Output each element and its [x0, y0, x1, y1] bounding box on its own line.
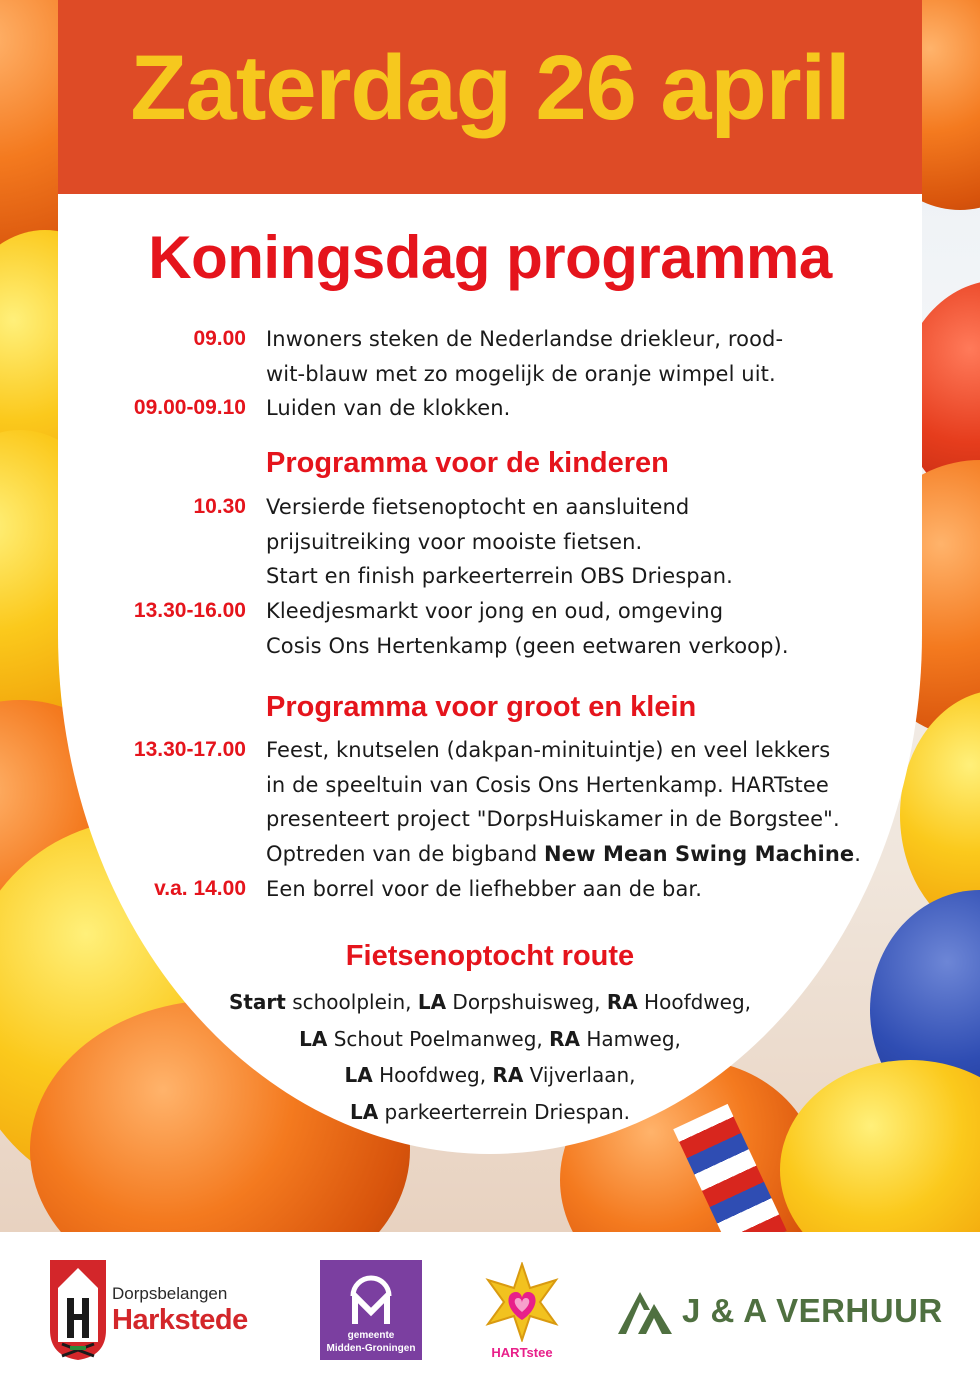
- route-line: [58, 1094, 922, 1131]
- schedule-time: 09.00: [193, 327, 246, 350]
- route-street: Hoofdweg,: [372, 1063, 493, 1087]
- page-title: Koningsdag programma: [148, 224, 832, 291]
- verhuur-mountain-icon: [616, 1284, 674, 1336]
- schedule-time: 13.30-16.00: [133, 599, 246, 622]
- route-description: [58, 984, 922, 1130]
- harkstede-shield-icon: [50, 1260, 106, 1360]
- description-line: presenteert project "DorpsHuiskamer in de Borgstee".: [266, 807, 840, 831]
- section-heading-kids: Programma voor de kinderen: [266, 447, 669, 479]
- route-street: Hoofdweg,: [637, 990, 752, 1014]
- route-street: Dorpshuisweg,: [446, 990, 607, 1014]
- route-heading: Fietsenoptocht route: [345, 940, 635, 972]
- gemeente-logo: [320, 1260, 422, 1360]
- line-text: .: [854, 841, 862, 866]
- description-line: Feest, knutselen (dakpan-minituintje) en veel lekkers: [266, 738, 831, 762]
- description-line: Een borrel voor de liefhebber aan de bar.: [266, 877, 703, 901]
- schedule-time: v.a. 14.00: [154, 877, 246, 900]
- description-line: Inwoners steken de Nederlandse driekleur, rood-: [266, 327, 784, 351]
- description-line: wit-blauw met zo mogelijk de oranje wimpel uit.: [266, 361, 776, 386]
- description-line: [266, 837, 886, 872]
- route-street: Hamweg,: [580, 1026, 681, 1051]
- description-line: prijsuitreiking voor mooiste fietsen.: [266, 529, 643, 554]
- schedule-time: 13.30-17.00: [133, 738, 246, 761]
- description-line: Luiden van de klokken.: [266, 396, 511, 420]
- route-line: [58, 1057, 922, 1094]
- schedule-description: [266, 322, 886, 391]
- schedule-time: 09.00-09.10: [133, 396, 246, 419]
- verhuur-label: J & A VERHUUR: [682, 1292, 943, 1329]
- hartstee-star-icon: [484, 1262, 560, 1342]
- route-direction: LA: [417, 990, 447, 1014]
- description-line: Cosis Ons Hertenkamp (geen eetwaren verkoop).: [266, 633, 789, 658]
- route-street: parkeerterrein Driespan.: [378, 1099, 631, 1124]
- schedule-time: 10.30: [193, 495, 246, 518]
- description-line: Start en finish parkeerterrein OBS Driespan.: [266, 564, 733, 588]
- schedule-description: [266, 872, 886, 907]
- route-direction: Start: [228, 990, 286, 1014]
- gemeente-label: gemeente: [347, 1330, 395, 1341]
- description-line: Versierde fietsenoptocht en aansluitend: [266, 495, 690, 519]
- route-line: [58, 1021, 922, 1058]
- route-street: schoolplein,: [285, 990, 418, 1014]
- section-heading-all-ages: Programma voor groot en klein: [266, 691, 697, 723]
- schedule-description: [266, 733, 886, 871]
- schedule-description: [266, 391, 886, 426]
- route-direction: RA: [549, 1026, 581, 1051]
- dorpsbelangen-label: Dorpsbelangen: [112, 1284, 228, 1303]
- gemeente-m-icon: [349, 1268, 393, 1326]
- hartstee-label: HARTstee: [491, 1345, 553, 1360]
- route-direction: LA: [344, 1063, 373, 1087]
- event-date: Zaterdag 26 april: [130, 37, 850, 139]
- harkstede-label: Harkstede: [112, 1304, 248, 1336]
- route-street: Vijverlaan,: [523, 1063, 636, 1087]
- schedule-description: [266, 594, 886, 663]
- band-name: New Mean Swing Machine: [544, 841, 855, 866]
- description-line: Kleedjesmarkt voor jong en oud, omgeving: [266, 599, 724, 623]
- route-direction: LA: [349, 1099, 379, 1124]
- schedule-description: [266, 490, 886, 594]
- date-banner: [58, 0, 922, 194]
- description-line: in de speeltuin van Cosis Ons Hertenkamp. HARTstee: [266, 772, 829, 797]
- line-text: Optreden van de bigband: [266, 841, 545, 866]
- route-direction: LA: [299, 1026, 328, 1051]
- route-street: Schout Poelmanweg,: [327, 1026, 550, 1051]
- gemeente-name: Midden-Groningen: [326, 1343, 416, 1354]
- route-direction: RA: [606, 990, 638, 1014]
- route-direction: RA: [492, 1063, 524, 1087]
- route-line: [58, 984, 922, 1021]
